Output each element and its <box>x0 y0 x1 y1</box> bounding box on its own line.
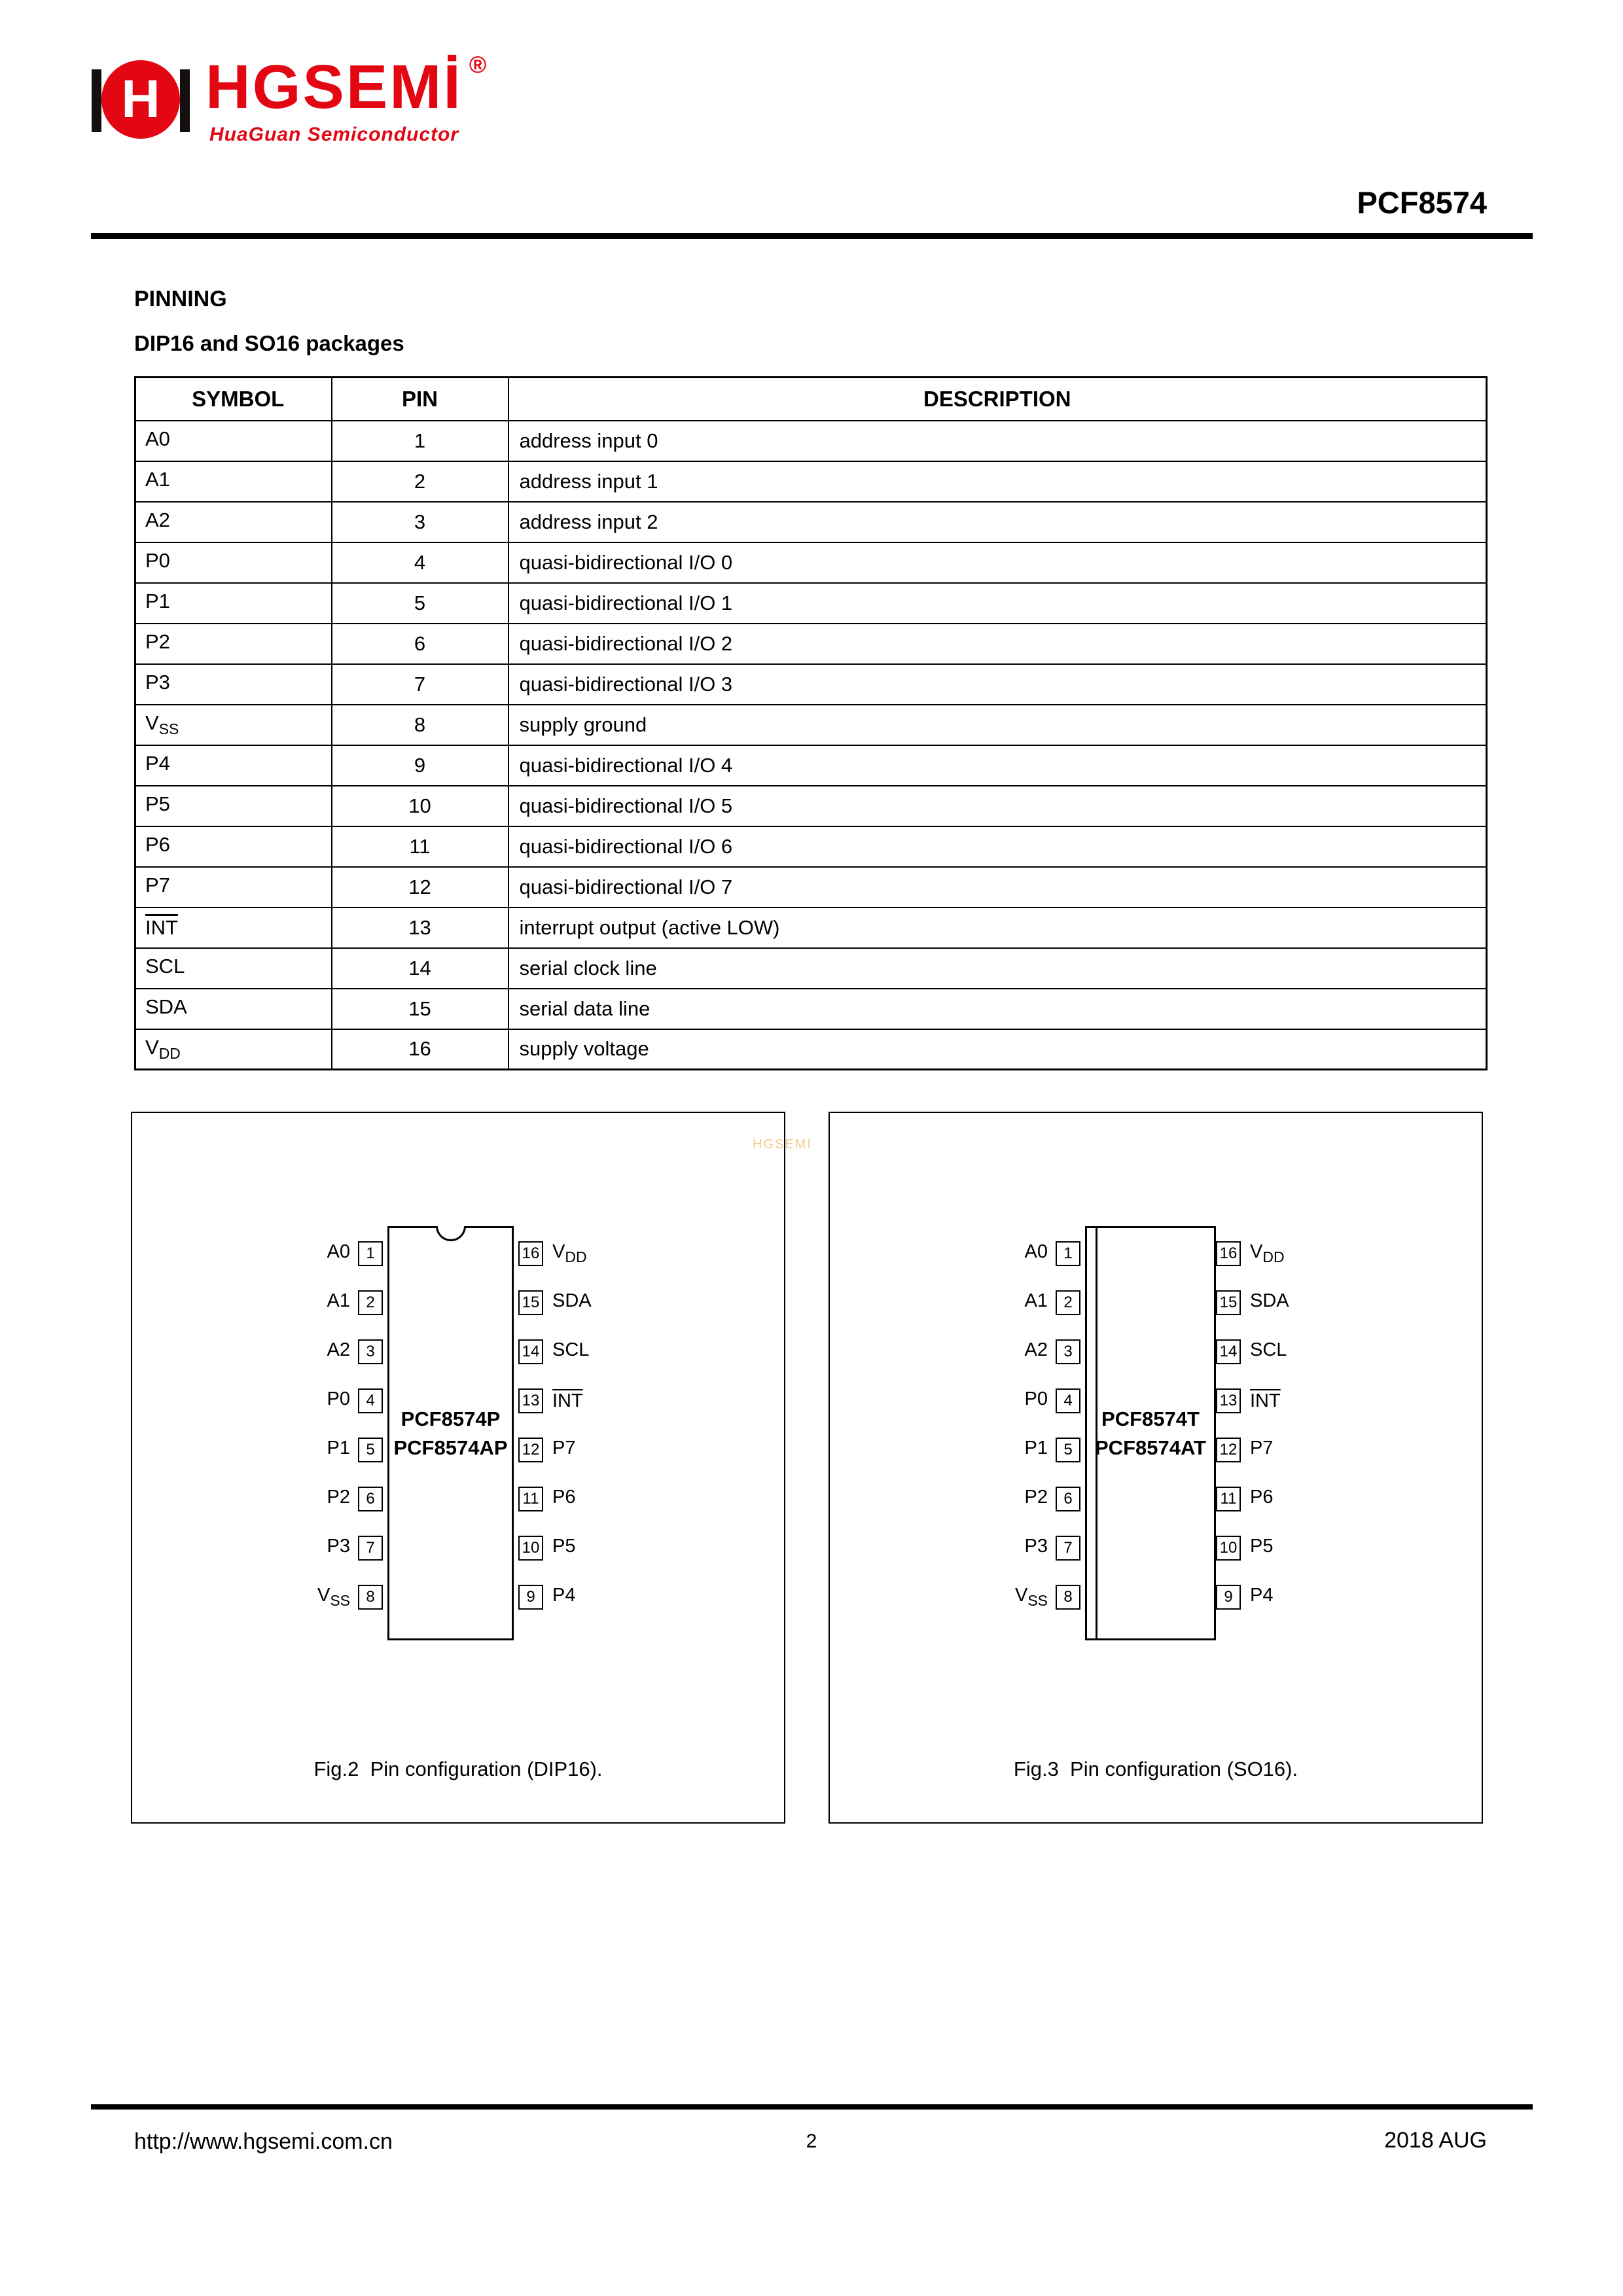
pin-label: $V_{SS}$ <box>317 1585 350 1609</box>
figure-caption: Fig.3 Pin configuration (SO16). <box>1013 1757 1298 1780</box>
col-header-symbol: SYMBOL <box>135 378 332 421</box>
pin-label: A0 <box>1024 1241 1048 1263</box>
pin-label: SDA <box>552 1290 592 1312</box>
logo-circle-icon <box>101 60 180 139</box>
pin-number-box: 12 <box>518 1438 543 1462</box>
pin-row <box>518 1437 575 1463</box>
table-row: A2 3 address input 2 <box>135 502 1487 542</box>
pin-number-box: 5 <box>1056 1438 1080 1462</box>
header-rule <box>91 233 1533 239</box>
table-row: $V_{DD}$ 16 supply voltage <box>135 1029 1487 1070</box>
brand-name: HGSEMİ <box>205 52 463 122</box>
col-header-description: DESCRIPTION <box>508 378 1487 421</box>
chip-label: PCF8574T PCF8574AT <box>1095 1407 1206 1459</box>
pin-label: P5 <box>1250 1536 1274 1557</box>
logo-text <box>205 51 487 146</box>
pin-row <box>518 1339 589 1365</box>
section-subtitle: DIP16 and SO16 packages <box>134 331 404 355</box>
pin-row <box>132 1535 383 1561</box>
pin-number-box: 7 <box>1056 1536 1080 1561</box>
col-header-pin: PIN <box>332 378 508 421</box>
pin-label: $V_{SS}$ <box>1014 1585 1048 1609</box>
footer-date: 2018 AUG <box>1384 2128 1487 2153</box>
hgsemi-logo-mark <box>92 55 190 147</box>
pin-row <box>830 1388 1080 1414</box>
table-row: SCL 14 serial clock line <box>135 948 1487 989</box>
footer-page-number: 2 <box>806 2130 817 2152</box>
table-row: P5 10 quasi-bidirectional I/O 5 <box>135 786 1487 826</box>
pin-label: P7 <box>1250 1438 1274 1459</box>
pin-label: P0 <box>1024 1388 1048 1410</box>
part-number: PCF8574 <box>1357 185 1487 220</box>
hgsemi-logo <box>92 51 487 147</box>
pin-label: A0 <box>327 1241 350 1263</box>
table-row: P0 4 quasi-bidirectional I/O 0 <box>135 542 1487 583</box>
table-row: P6 11 quasi-bidirectional I/O 6 <box>135 826 1487 867</box>
table-row: SDA 15 serial data line <box>135 989 1487 1029</box>
pin-number-box: 5 <box>358 1438 383 1462</box>
pin-row <box>132 1486 383 1512</box>
pin-row <box>1216 1584 1273 1610</box>
pin-number-box: 8 <box>358 1585 383 1610</box>
pin-row <box>1216 1388 1281 1414</box>
dip16-chip-body <box>387 1226 514 1640</box>
footer-rule <box>91 2104 1533 2110</box>
pin-row <box>132 1339 383 1365</box>
pin-number-box: 9 <box>1216 1585 1241 1610</box>
pin-label: P2 <box>327 1487 350 1508</box>
pin-label: P6 <box>552 1487 576 1508</box>
pin-row <box>1216 1486 1273 1512</box>
table-row: $V_{SS}$ 8 supply ground <box>135 705 1487 745</box>
pin-label: SDA <box>1250 1290 1289 1312</box>
pin-label: P1 <box>1024 1438 1048 1459</box>
pin-row <box>518 1290 592 1316</box>
pin-row <box>1216 1241 1285 1267</box>
pin-number-box: 12 <box>1216 1438 1241 1462</box>
pin-row <box>830 1535 1080 1561</box>
pin-row <box>132 1241 383 1267</box>
pin-row <box>830 1584 1080 1610</box>
pin-label: $\overline{INT}$ <box>1250 1390 1281 1411</box>
pin-row <box>830 1437 1080 1463</box>
pin-row <box>518 1535 575 1561</box>
table-row: $\overline{INT}$ 13 interrupt output (active LOW) <box>135 908 1487 948</box>
pin-row <box>518 1388 583 1414</box>
pin-label: A2 <box>1024 1339 1048 1361</box>
pin-label: P5 <box>552 1536 576 1557</box>
pin-label: P1 <box>327 1438 350 1459</box>
figure-so16 <box>829 1112 1483 1824</box>
pin-number-box: 13 <box>1216 1388 1241 1413</box>
pin-label: A1 <box>327 1290 350 1312</box>
table-row: P7 12 quasi-bidirectional I/O 7 <box>135 867 1487 908</box>
pin-label: P0 <box>327 1388 350 1410</box>
pin-number-box: 13 <box>518 1388 543 1413</box>
pin-number-box: 15 <box>1216 1290 1241 1315</box>
figure-dip16 <box>131 1112 785 1824</box>
pin-table <box>134 376 1488 1070</box>
pin-row <box>1216 1437 1273 1463</box>
table-row: P3 7 quasi-bidirectional I/O 3 <box>135 664 1487 705</box>
pin-label: P6 <box>1250 1487 1274 1508</box>
pin-number-box: 4 <box>358 1388 383 1413</box>
pin-number-box: 14 <box>518 1339 543 1364</box>
watermark: HGSEMI <box>753 1137 812 1152</box>
pin-label: $\overline{INT}$ <box>552 1390 583 1411</box>
pin-number-box: 15 <box>518 1290 543 1315</box>
pin-row <box>132 1437 383 1463</box>
pin-number-box: 1 <box>358 1241 383 1266</box>
pin-number-box: 6 <box>358 1487 383 1511</box>
pin-label: P2 <box>1024 1487 1048 1508</box>
pin-label: A1 <box>1024 1290 1048 1312</box>
pin-row <box>132 1388 383 1414</box>
pin-number-box: 9 <box>518 1585 543 1610</box>
pin-number-box: 3 <box>358 1339 383 1364</box>
pin-row <box>1216 1290 1289 1316</box>
logo-bar-right-icon <box>180 69 190 132</box>
pin-label: P4 <box>552 1585 576 1606</box>
registered-trademark-icon: ® <box>469 51 487 78</box>
pin-number-box: 8 <box>1056 1585 1080 1610</box>
pin-label: P3 <box>327 1536 350 1557</box>
footer-url: http://www.hgsemi.com.cn <box>134 2129 393 2154</box>
pin-number-box: 2 <box>358 1290 383 1315</box>
so16-chip-body <box>1085 1226 1216 1640</box>
logo-bar-left-icon <box>92 69 101 132</box>
pin-row <box>518 1486 575 1512</box>
pin-number-box: 16 <box>1216 1241 1241 1266</box>
pin-table-wrapper <box>134 376 1488 1070</box>
pin-row <box>830 1486 1080 1512</box>
table-row: A1 2 address input 1 <box>135 461 1487 502</box>
pin-label: SCL <box>552 1339 590 1361</box>
pin-row <box>132 1290 383 1316</box>
pin-number-box: 7 <box>358 1536 383 1561</box>
table-row: P2 6 quasi-bidirectional I/O 2 <box>135 624 1487 664</box>
pin-number-box: 11 <box>518 1487 543 1511</box>
pin-row <box>132 1584 383 1610</box>
pin-label: P7 <box>552 1438 576 1459</box>
chip-label: PCF8574P PCF8574AP <box>393 1407 508 1459</box>
pin-number-box: 14 <box>1216 1339 1241 1364</box>
pin-label: $V_{DD}$ <box>552 1241 587 1265</box>
pin-number-box: 1 <box>1056 1241 1080 1266</box>
pin-number-box: 3 <box>1056 1339 1080 1364</box>
pin-row <box>830 1290 1080 1316</box>
pin-row <box>1216 1535 1273 1561</box>
pin-number-box: 6 <box>1056 1487 1080 1511</box>
pin-label: P4 <box>1250 1585 1274 1606</box>
pin-number-box: 2 <box>1056 1290 1080 1315</box>
table-row: P4 9 quasi-bidirectional I/O 4 <box>135 745 1487 786</box>
pin-number-box: 4 <box>1056 1388 1080 1413</box>
pin-label: P3 <box>1024 1536 1048 1557</box>
figure-caption: Fig.2 Pin configuration (DIP16). <box>313 1757 603 1780</box>
brand-subtitle: HuaGuan Semiconductor <box>209 124 459 145</box>
pin-number-box: 16 <box>518 1241 543 1266</box>
pin-row <box>830 1241 1080 1267</box>
section-title: PINNING <box>134 287 227 311</box>
pin-label: SCL <box>1250 1339 1287 1361</box>
pin-row <box>518 1584 575 1610</box>
table-row: P1 5 quasi-bidirectional I/O 1 <box>135 583 1487 624</box>
pin-number-box: 10 <box>518 1536 543 1561</box>
chip-notch <box>436 1226 466 1241</box>
pin-label: A2 <box>327 1339 350 1361</box>
pin-row <box>518 1241 587 1267</box>
pin-label: $V_{DD}$ <box>1250 1241 1285 1265</box>
table-row: A0 1 address input 0 <box>135 421 1487 461</box>
pin-number-box: 11 <box>1216 1487 1241 1511</box>
logo-h-letter: H <box>121 69 160 129</box>
pin-number-box: 10 <box>1216 1536 1241 1561</box>
pin-row <box>830 1339 1080 1365</box>
table-header-row <box>135 378 1487 421</box>
pin-row <box>1216 1339 1287 1365</box>
